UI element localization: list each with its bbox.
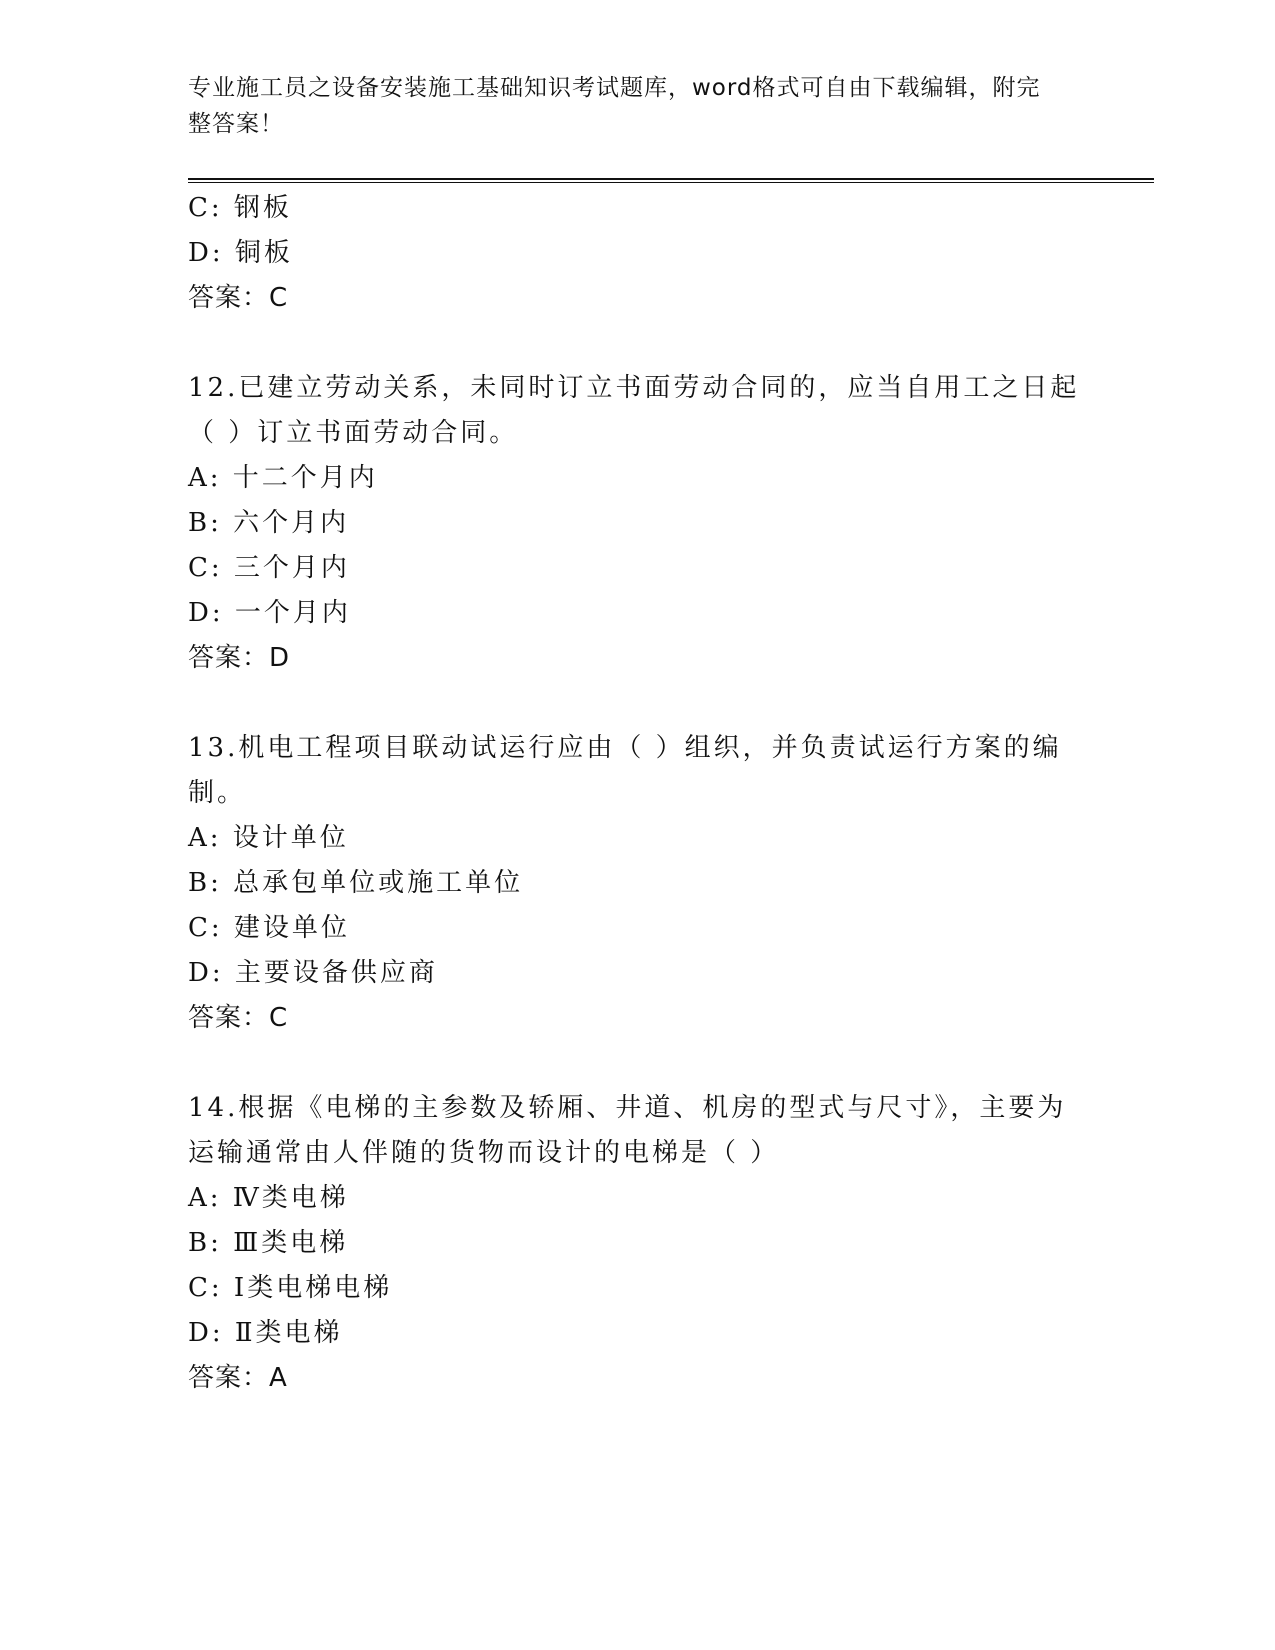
option-b: B: 总承包单位或施工单位 bbox=[188, 868, 524, 898]
option-b: B: 六个月内 bbox=[188, 508, 350, 538]
option-c: C: Ⅰ类电梯电梯 bbox=[188, 1273, 393, 1303]
option-d: D: Ⅱ类电梯 bbox=[188, 1318, 343, 1348]
question-text: 14.根据《电梯的主参数及轿厢、井道、机房的型式与尺寸》，主要为 bbox=[188, 1093, 1067, 1123]
option-d: D: 铜板 bbox=[188, 238, 293, 268]
option-a: A: 设计单位 bbox=[188, 823, 349, 853]
previous-question-tail bbox=[188, 186, 1088, 321]
option-d: D: 一个月内 bbox=[188, 598, 351, 628]
option-c: C: 三个月内 bbox=[188, 553, 350, 583]
question-13 bbox=[188, 726, 1088, 1041]
header-line-2: 整答案！ bbox=[188, 111, 284, 137]
question-text: 12.已建立劳动关系，未同时订立书面劳动合同的，应当自用工之日起 bbox=[188, 373, 1080, 403]
header-divider bbox=[188, 178, 1154, 183]
option-a: A: Ⅳ类电梯 bbox=[188, 1183, 349, 1213]
answer: 答案：A bbox=[188, 1363, 288, 1393]
question-text-cont: （ ）订立书面劳动合同。 bbox=[188, 418, 519, 448]
question-text-cont: 运输通常由人伴随的货物而设计的电梯是（ ） bbox=[188, 1138, 780, 1168]
answer: 答案：C bbox=[188, 283, 289, 313]
option-c: C: 钢板 bbox=[188, 193, 292, 223]
option-c: C: 建设单位 bbox=[188, 913, 350, 943]
question-text-cont: 制。 bbox=[188, 778, 247, 808]
question-text: 13.机电工程项目联动试运行应由（ ）组织，并负责试运行方案的编 bbox=[188, 733, 1062, 763]
document-header bbox=[188, 70, 1068, 142]
option-d: D: 主要设备供应商 bbox=[188, 958, 438, 988]
question-14 bbox=[188, 1086, 1088, 1401]
answer: 答案：D bbox=[188, 643, 291, 673]
option-a: A: 十二个月内 bbox=[188, 463, 378, 493]
header-line-1: 专业施工员之设备安装施工基础知识考试题库，word格式可自由下载编辑，附完 bbox=[188, 75, 1041, 101]
answer: 答案：C bbox=[188, 1003, 289, 1033]
option-b: B: Ⅲ类电梯 bbox=[188, 1228, 349, 1258]
question-12 bbox=[188, 366, 1088, 681]
question-list bbox=[188, 186, 1088, 1401]
